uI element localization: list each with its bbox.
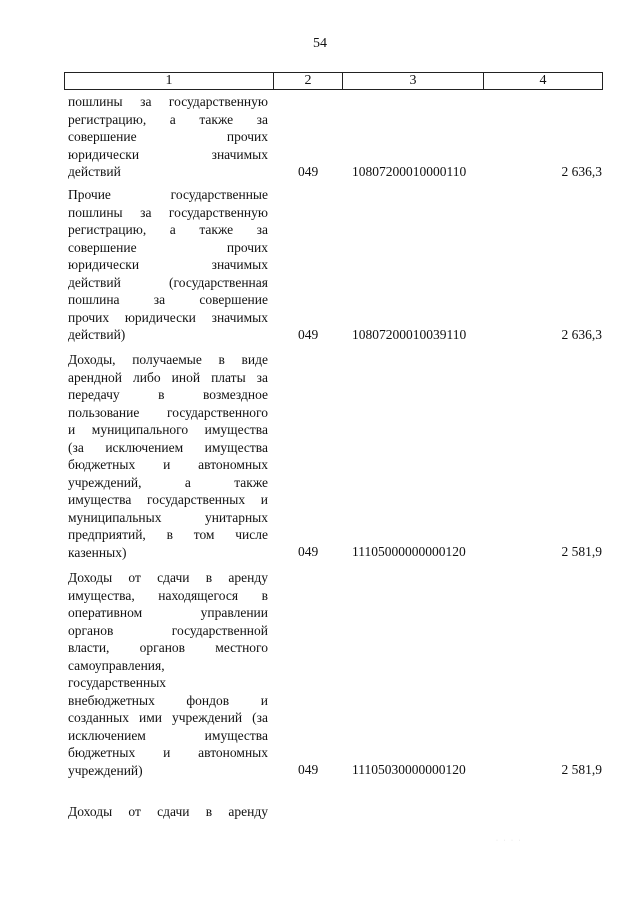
- description-line: пользование государственного: [68, 404, 268, 420]
- row-amount: 2 581,9: [561, 544, 602, 559]
- row-code: 049: [298, 164, 319, 179]
- description-line: и муниципального имущества: [68, 422, 268, 437]
- description-line: пошлины за государственную: [68, 94, 268, 109]
- description-line: совершение прочих: [68, 129, 268, 144]
- row-amount: 2 581,9: [561, 762, 602, 777]
- row-description: [68, 803, 268, 821]
- description-line: регистрацию, а также за: [68, 111, 268, 127]
- description-line: муниципальных унитарных: [68, 509, 268, 525]
- scan-speckle: · · · ·: [496, 838, 523, 844]
- description-line: Доходы от сдачи в аренду: [68, 570, 268, 585]
- row-code: 049: [298, 544, 319, 559]
- description-line: арендной либо иной платы за: [68, 369, 268, 385]
- row-kbk: 11105000000000120: [352, 544, 466, 559]
- row-kbk: 10807200010000110: [352, 164, 467, 179]
- row-code: 049: [298, 327, 319, 342]
- description-line: внебюджетных фондов и: [68, 692, 268, 708]
- table-header: [64, 72, 603, 90]
- description-line: пошлина за совершение: [68, 292, 268, 307]
- description-line: органов государственной: [68, 622, 268, 638]
- description-line: исключением имущества: [68, 727, 268, 743]
- row-description: [68, 93, 268, 181]
- description-line: регистрацию, а также за: [68, 222, 268, 237]
- header-col-3: 3: [343, 73, 484, 90]
- description-line: предприятий, в том числе: [68, 527, 268, 542]
- description-line: государственных: [68, 675, 167, 690]
- row-description: [68, 351, 268, 561]
- description-line: казенных): [68, 544, 127, 560]
- row-description: [68, 569, 268, 779]
- header-col-1: 1: [65, 73, 274, 90]
- row-code: 049: [298, 762, 319, 777]
- description-line: самоуправления,: [68, 657, 165, 673]
- row-amount: 2 636,3: [561, 164, 602, 179]
- description-line: имущества государственных и: [68, 492, 268, 507]
- description-line: учреждений, а также: [68, 474, 268, 490]
- description-line: пошлины за государственную: [68, 204, 268, 220]
- description-line: (за исключением имущества: [68, 439, 268, 455]
- description-line: передачу в возмездное: [68, 387, 268, 402]
- description-line: действий (государственная: [68, 274, 268, 290]
- description-line: прочих юридически значимых: [68, 309, 268, 325]
- row-amount: 2 636,3: [561, 327, 602, 342]
- header-col-2: 2: [274, 73, 343, 90]
- row-kbk: 10807200010039110: [352, 327, 467, 342]
- row-description: [68, 186, 268, 344]
- description-line: оперативном управлении: [68, 605, 268, 620]
- header-col-4: 4: [484, 73, 603, 90]
- description-line: Прочие государственные: [68, 187, 268, 202]
- description-line: бюджетных и автономных: [68, 745, 268, 760]
- description-line: действий: [68, 164, 121, 179]
- page-number: 54: [313, 36, 327, 51]
- description-line: действий): [68, 327, 126, 342]
- description-line: власти, органов местного: [68, 640, 268, 655]
- description-line: юридически значимых: [68, 257, 268, 272]
- description-line: созданных ими учреждений (за: [68, 710, 268, 725]
- description-line: Доходы от сдачи в аренду: [68, 804, 268, 819]
- description-line: учреждений): [68, 762, 143, 778]
- description-line: Доходы, получаемые в виде: [68, 352, 268, 367]
- row-kbk: 11105030000000120: [352, 762, 466, 777]
- description-line: бюджетных и автономных: [68, 457, 268, 472]
- description-line: имущества, находящегося в: [68, 587, 268, 603]
- description-line: совершение прочих: [68, 239, 268, 255]
- description-line: юридически значимых: [68, 146, 268, 162]
